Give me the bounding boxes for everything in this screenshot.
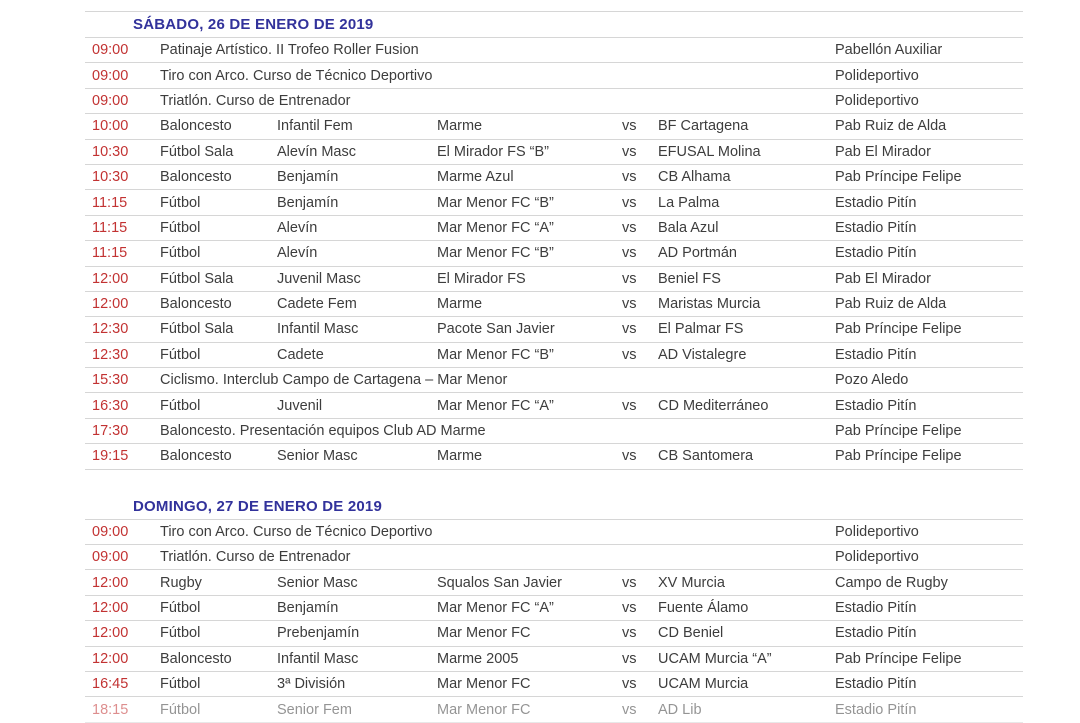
vs-label: vs: [622, 701, 637, 718]
event-description-cell: Ciclismo. Interclub Campo de Cartagena – Mar Menor: [160, 372, 508, 389]
section-date-header: [85, 11, 1023, 38]
venue-cell: Polideportivo: [835, 92, 919, 109]
time-cell: 09:00: [92, 67, 129, 84]
schedule-row: [85, 520, 1023, 545]
venue-cell: Pabellón Auxiliar: [835, 42, 943, 59]
event-description-cell: Tiro con Arco. Curso de Técnico Deportivo: [160, 67, 433, 84]
schedule-row: [85, 570, 1023, 595]
schedule-row: [85, 89, 1023, 114]
section-date-header: [85, 494, 1023, 520]
category-cell: Benjamín: [277, 194, 339, 211]
venue-cell: Pab Príncipe Felipe: [835, 423, 962, 440]
sport-cell: Fútbol: [160, 701, 201, 718]
section-saturday: [85, 11, 1023, 470]
schedule-row: [85, 672, 1023, 697]
category-cell: Infantil Masc: [277, 650, 359, 667]
category-cell: Cadete: [277, 346, 324, 363]
away-team-cell: Fuente Álamo: [658, 600, 749, 616]
venue-cell: Estadio Pitín: [835, 194, 917, 211]
venue-cell: Pab Príncipe Felipe: [835, 169, 962, 186]
venue-cell: Campo de Rugby: [835, 574, 948, 591]
schedule-row: [85, 216, 1023, 241]
category-cell: Benjamín: [277, 600, 339, 616]
away-team-cell: UCAM Murcia “A”: [658, 650, 772, 667]
venue-cell: Estadio Pitín: [835, 346, 917, 363]
venue-cell: Pab Ruiz de Alda: [835, 296, 947, 313]
sport-cell: Baloncesto: [160, 118, 232, 135]
away-team-cell: CB Santomera: [658, 448, 754, 465]
home-team-cell: Mar Menor FC: [437, 701, 531, 718]
away-team-cell: Maristas Murcia: [658, 296, 761, 313]
venue-cell: Polideportivo: [835, 67, 919, 84]
category-cell: Alevín: [277, 245, 318, 262]
time-cell: 12:00: [92, 600, 129, 616]
home-team-cell: Mar Menor FC: [437, 625, 531, 642]
sport-cell: Rugby: [160, 574, 202, 591]
time-cell: 10:30: [92, 143, 129, 160]
section-title: SÁBADO, 26 DE ENERO DE 2019: [133, 16, 374, 33]
home-team-cell: Marme: [437, 448, 483, 465]
away-team-cell: AD Vistalegre: [658, 346, 747, 363]
time-cell: 10:00: [92, 118, 129, 135]
time-cell: 18:15: [92, 701, 129, 718]
vs-label: vs: [622, 143, 637, 160]
time-cell: 09:00: [92, 92, 129, 109]
time-cell: 12:30: [92, 346, 129, 363]
away-team-cell: AD Portmán: [658, 245, 737, 262]
category-cell: Cadete Fem: [277, 296, 357, 313]
time-cell: 09:00: [92, 42, 129, 59]
vs-label: vs: [622, 650, 637, 667]
home-team-cell: Marme Azul: [437, 169, 514, 186]
venue-cell: Estadio Pitín: [835, 245, 917, 262]
category-cell: Juvenil Masc: [277, 270, 361, 287]
venue-cell: Estadio Pitín: [835, 600, 917, 616]
sport-cell: Baloncesto: [160, 296, 232, 313]
venue-cell: Pozo Aledo: [835, 372, 909, 389]
venue-cell: Pab Ruiz de Alda: [835, 118, 947, 135]
vs-label: vs: [622, 346, 637, 363]
time-cell: 09:00: [92, 549, 129, 566]
vs-label: vs: [622, 321, 637, 338]
time-cell: 12:30: [92, 321, 129, 338]
venue-cell: Estadio Pitín: [835, 676, 917, 693]
venue-cell: Pab El Mirador: [835, 143, 931, 160]
time-cell: 15:30: [92, 372, 129, 389]
home-team-cell: Marme: [437, 118, 483, 135]
category-cell: Infantil Fem: [277, 118, 353, 135]
schedule-row: [85, 317, 1023, 342]
home-team-cell: Squalos San Javier: [437, 574, 562, 591]
schedule-row: [85, 596, 1023, 621]
venue-cell: Estadio Pitín: [835, 701, 917, 718]
category-cell: Infantil Masc: [277, 321, 359, 338]
vs-label: vs: [622, 676, 637, 693]
vs-label: vs: [622, 194, 637, 211]
sport-cell: Fútbol Sala: [160, 143, 234, 160]
category-cell: Juvenil: [277, 397, 323, 414]
sport-cell: Fútbol: [160, 245, 201, 262]
time-cell: 16:45: [92, 676, 129, 693]
event-description-cell: Patinaje Artístico. II Trofeo Roller Fusion: [160, 42, 419, 59]
section-sunday: [85, 494, 1023, 723]
sport-cell: Baloncesto: [160, 169, 232, 186]
away-team-cell: CB Alhama: [658, 169, 731, 186]
time-cell: 11:15: [92, 219, 128, 236]
vs-label: vs: [622, 270, 637, 287]
category-cell: Alevín: [277, 219, 318, 236]
schedule-row: [85, 647, 1023, 672]
schedule-row: [85, 343, 1023, 368]
sport-cell: Fútbol: [160, 397, 201, 414]
event-description-cell: Triatlón. Curso de Entrenador: [160, 92, 351, 109]
time-cell: 09:00: [92, 523, 129, 540]
event-description-cell: Tiro con Arco. Curso de Técnico Deportivo: [160, 523, 433, 540]
category-cell: Senior Masc: [277, 574, 358, 591]
vs-label: vs: [622, 245, 637, 262]
away-team-cell: Beniel FS: [658, 270, 721, 287]
venue-cell: Pab El Mirador: [835, 270, 931, 287]
vs-label: vs: [622, 118, 637, 135]
away-team-cell: El Palmar FS: [658, 321, 744, 338]
home-team-cell: El Mirador FS: [437, 270, 526, 287]
sport-cell: Baloncesto: [160, 650, 232, 667]
schedule-row: [85, 621, 1023, 646]
time-cell: 12:00: [92, 625, 129, 642]
event-description-cell: Triatlón. Curso de Entrenador: [160, 549, 351, 566]
home-team-cell: Pacote San Javier: [437, 321, 555, 338]
category-cell: Prebenjamín: [277, 625, 360, 642]
home-team-cell: Mar Menor FC “A”: [437, 397, 554, 414]
event-description-cell: Baloncesto. Presentación equipos Club AD Marme: [160, 423, 486, 440]
schedule-row: [85, 241, 1023, 266]
schedule-row: [85, 63, 1023, 88]
schedule-row: [85, 444, 1023, 469]
time-cell: 11:15: [92, 194, 128, 211]
schedule-row: [85, 697, 1023, 722]
sport-cell: Fútbol: [160, 600, 201, 616]
sport-cell: Fútbol: [160, 194, 201, 211]
vs-label: vs: [622, 600, 637, 616]
sport-cell: Fútbol Sala: [160, 321, 234, 338]
time-cell: 10:30: [92, 169, 129, 186]
venue-cell: Estadio Pitín: [835, 625, 917, 642]
away-team-cell: EFUSAL Molina: [658, 143, 761, 160]
venue-cell: Estadio Pitín: [835, 397, 917, 414]
sport-cell: Fútbol: [160, 676, 201, 693]
category-cell: Senior Masc: [277, 448, 358, 465]
away-team-cell: CD Beniel: [658, 625, 724, 642]
vs-label: vs: [622, 296, 637, 313]
schedule-row: [85, 165, 1023, 190]
home-team-cell: Mar Menor FC “B”: [437, 346, 554, 363]
category-cell: Alevín Masc: [277, 143, 356, 160]
venue-cell: Polideportivo: [835, 549, 919, 566]
schedule-row: [85, 419, 1023, 444]
schedule-row: [85, 292, 1023, 317]
time-cell: 12:00: [92, 296, 129, 313]
home-team-cell: Mar Menor FC “B”: [437, 194, 554, 211]
category-cell: Benjamín: [277, 169, 339, 186]
vs-label: vs: [622, 169, 637, 186]
category-cell: 3ª División: [277, 676, 346, 693]
vs-label: vs: [622, 625, 637, 642]
schedule-row: [85, 38, 1023, 63]
schedule-page: [85, 0, 1023, 723]
schedule-row: [85, 267, 1023, 292]
venue-cell: Pab Príncipe Felipe: [835, 321, 962, 338]
sport-cell: Fútbol: [160, 219, 201, 236]
schedule-row: [85, 114, 1023, 139]
home-team-cell: Mar Menor FC “A”: [437, 600, 554, 616]
time-cell: 11:15: [92, 245, 128, 262]
time-cell: 16:30: [92, 397, 129, 414]
vs-label: vs: [622, 448, 637, 465]
home-team-cell: Marme 2005: [437, 650, 519, 667]
time-cell: 12:00: [92, 650, 129, 667]
venue-cell: Estadio Pitín: [835, 219, 917, 236]
schedule-row: [85, 545, 1023, 570]
venue-cell: Polideportivo: [835, 523, 919, 540]
sport-cell: Baloncesto: [160, 448, 232, 465]
home-team-cell: El Mirador FS “B”: [437, 143, 549, 160]
venue-cell: Pab Príncipe Felipe: [835, 650, 962, 667]
home-team-cell: Mar Menor FC “A”: [437, 219, 554, 236]
schedule-row: [85, 140, 1023, 165]
vs-label: vs: [622, 219, 637, 236]
home-team-cell: Mar Menor FC: [437, 676, 531, 693]
sport-cell: Fútbol: [160, 625, 201, 642]
time-cell: 12:00: [92, 270, 129, 287]
time-cell: 19:15: [92, 448, 129, 465]
away-team-cell: CD Mediterráneo: [658, 397, 769, 414]
sport-cell: Fútbol: [160, 346, 201, 363]
away-team-cell: BF Cartagena: [658, 118, 749, 135]
schedule-row: [85, 368, 1023, 393]
sport-cell: Fútbol Sala: [160, 270, 234, 287]
section-title: DOMINGO, 27 DE ENERO DE 2019: [133, 497, 383, 515]
home-team-cell: Marme: [437, 296, 483, 313]
vs-label: vs: [622, 574, 637, 591]
away-team-cell: Bala Azul: [658, 219, 719, 236]
schedule-rows: [85, 38, 1023, 470]
schedule-row: [85, 393, 1023, 418]
time-cell: 17:30: [92, 423, 129, 440]
away-team-cell: UCAM Murcia: [658, 676, 749, 693]
time-cell: 12:00: [92, 574, 129, 591]
schedule-row: [85, 190, 1023, 215]
away-team-cell: La Palma: [658, 194, 720, 211]
category-cell: Senior Fem: [277, 701, 352, 718]
venue-cell: Pab Príncipe Felipe: [835, 448, 962, 465]
away-team-cell: XV Murcia: [658, 574, 725, 591]
away-team-cell: AD Lib: [658, 701, 702, 718]
home-team-cell: Mar Menor FC “B”: [437, 245, 554, 262]
vs-label: vs: [622, 397, 637, 414]
schedule-rows: [85, 520, 1023, 723]
